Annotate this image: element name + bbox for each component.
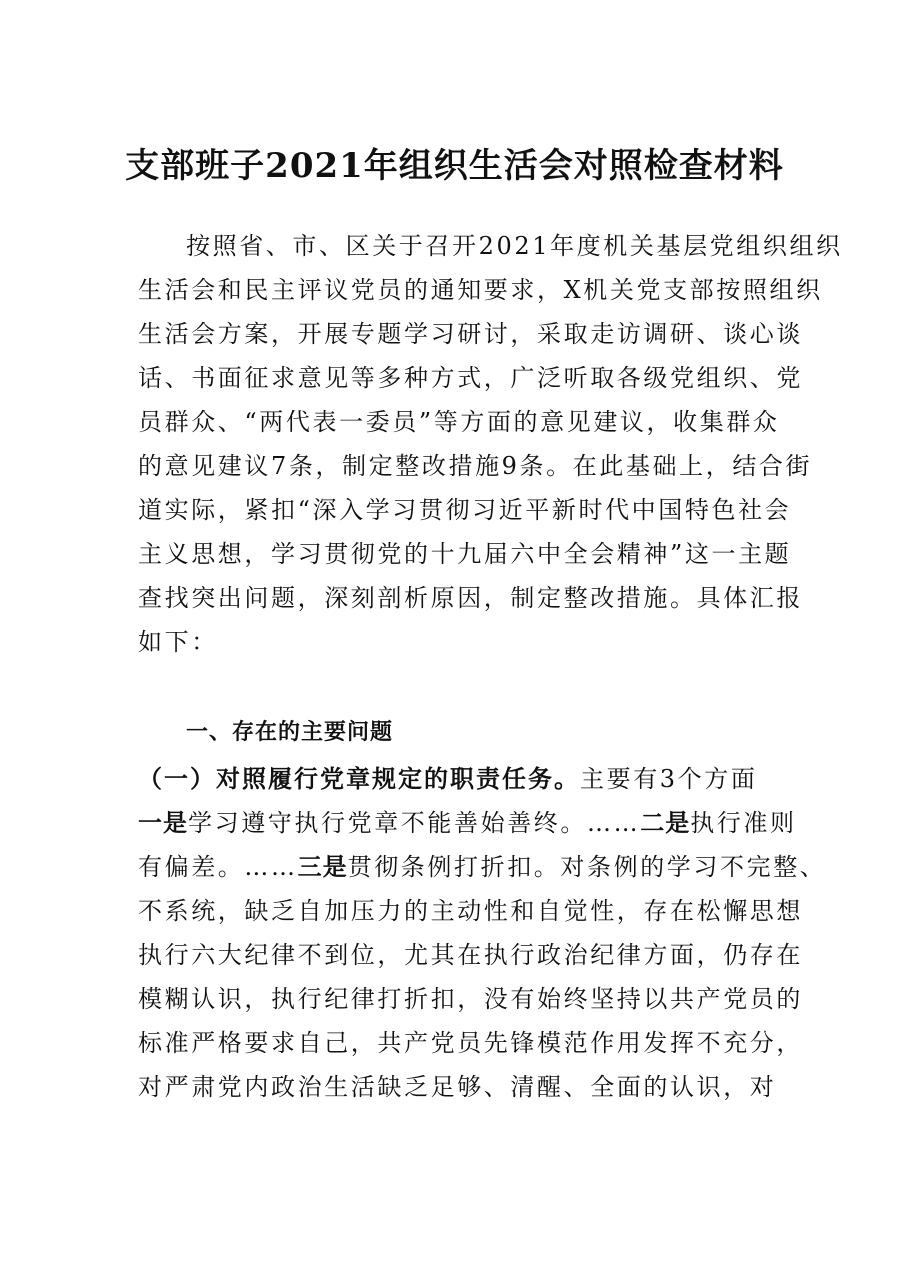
intro-line: 查找突出问题，深刻剖析原因，制定整改措施。具体汇报 xyxy=(138,584,803,612)
intro-line: 主义思想，学习贯彻党的十九届六中全会精神”这一主题 xyxy=(138,540,792,568)
intro-paragraph xyxy=(138,224,843,664)
intro-line: 按照省、市、区关于召开2021年度机关基层党组织组织 xyxy=(186,232,843,260)
point-text-1: 学习遵守执行党章不能善始善终。…… xyxy=(188,809,641,837)
point-marker-1: 一是 xyxy=(138,809,188,837)
subsection-line: 模糊认识，执行纪律打折扣，没有始终坚持以共产党员的 xyxy=(138,985,803,1013)
document-title: 支部班子2021年组织生活会对照检查材料 xyxy=(125,146,784,186)
intro-line: 员群众、“两代表一委员”等方面的意见建议，收集群众 xyxy=(138,408,780,436)
point-text-3: 贯彻条例打折扣。对条例的学习不完整、 xyxy=(347,853,827,881)
subsection-paragraph xyxy=(138,757,827,1109)
subsection-line xyxy=(138,845,827,889)
subsection-lead-text: 主要有3个方面 xyxy=(580,765,758,793)
point-marker-3: 三是 xyxy=(297,853,348,881)
subsection-line: 不系统，缺乏自加压力的主动性和自觉性，存在松懈思想 xyxy=(138,897,803,925)
intro-line: 的意见建议7条，制定整改措施9条。在此基础上，结合街 xyxy=(138,452,813,480)
section-heading-problems: 一、存在的主要问题 xyxy=(186,720,394,745)
subsection-line xyxy=(138,801,797,845)
point-text-2: 执行准则 xyxy=(690,809,797,837)
intro-line: 道实际，紧扣“深入学习贯彻习近平新时代中国特色社会 xyxy=(138,496,792,524)
point-text-2-cont: 有偏差。…… xyxy=(138,853,298,881)
point-marker-2: 二是 xyxy=(640,809,691,837)
intro-line: 话、书面征求意见等多种方式，广泛听取各级党组织、党 xyxy=(138,364,803,392)
subsection-line: 执行六大纪律不到位，尤其在执行政治纪律方面，仍存在 xyxy=(138,941,803,969)
subsection-heading: （一）对照履行党章规定的职责任务。 xyxy=(138,765,580,793)
subsection-line: 标准严格要求自己，共产党员先锋模范作用发挥不充分， xyxy=(138,1029,803,1057)
intro-line: 生活会方案，开展专题学习研讨，采取走访调研、谈心谈 xyxy=(138,320,803,348)
subsection-lead-line xyxy=(138,757,778,801)
subsection-line: 对严肃党内政治生活缺乏足够、清醒、全面的认识，对 xyxy=(138,1073,777,1101)
intro-line: 如下： xyxy=(138,628,218,656)
intro-line: 生活会和民主评议党员的通知要求，X机关党支部按照组织 xyxy=(138,276,823,304)
